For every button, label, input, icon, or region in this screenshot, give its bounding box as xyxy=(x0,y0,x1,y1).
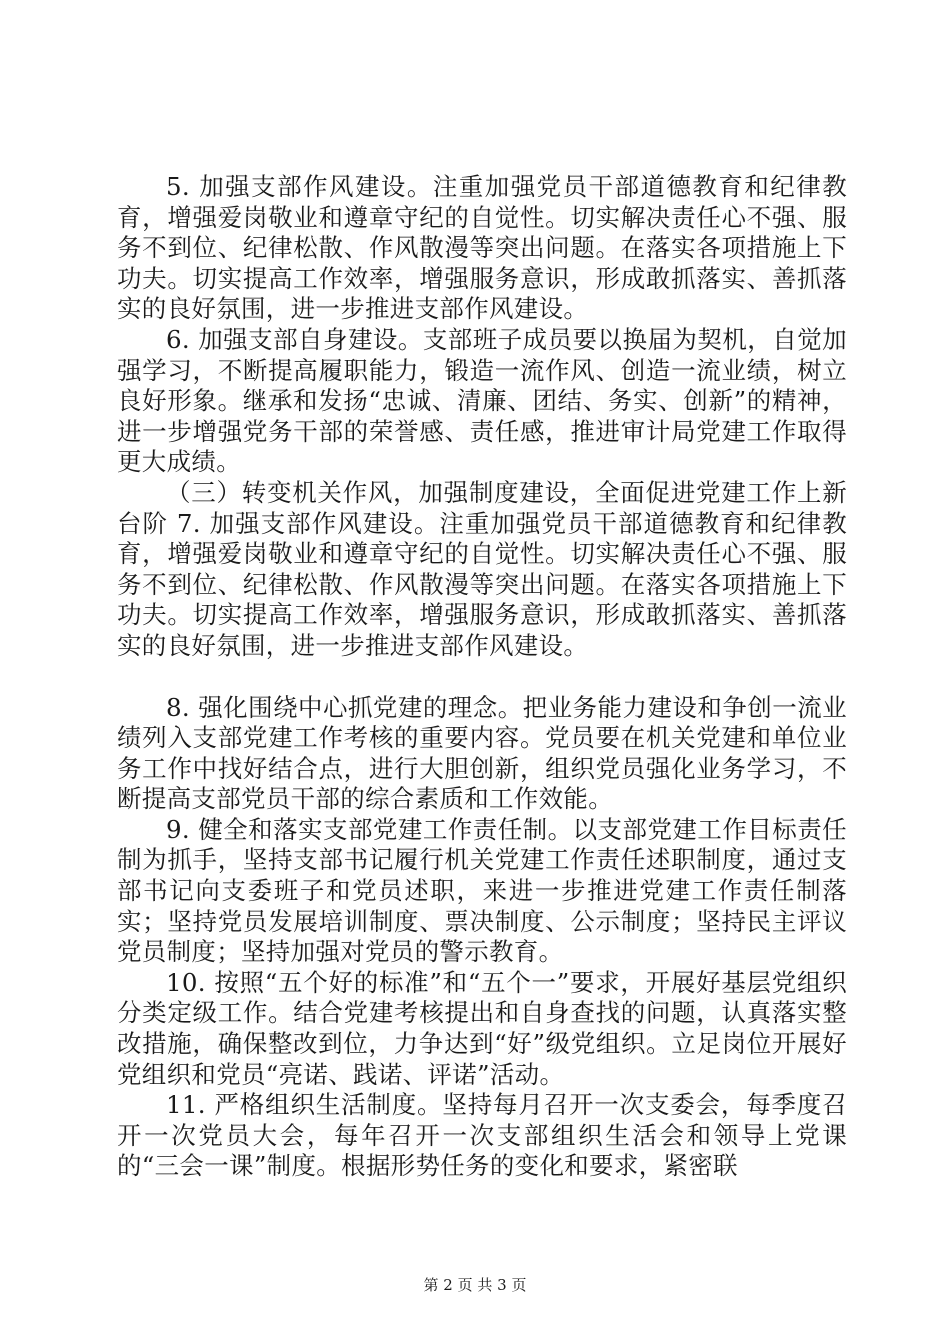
page-number-footer: 第 2 页 共 3 页 xyxy=(423,1276,527,1294)
paragraph-5: 5. 加强支部作风建设。注重加强党员干部道德教育和纪律教育，增强爱岗敬业和遵章守纪的自觉性。切实解决责任心不强、服务不到位、纪律松散、作风散漫等突出问题。在落实各项措施上下功夫。切实提高工作效率，增强服务意识，形成敢抓落实、善抓落实的良好氛围，进一步推进支部作风建设。 xyxy=(117,172,847,324)
paragraph-10: 10. 按照“五个好的标准”和“五个一”要求，开展好基层党组织分类定级工作。结合党建考核提出和自身查找的问题，认真落实整改措施，确保整改到位，力争达到“好”级党组织。立足岗位开展好党组织和党员“亮诺、践诺、评诺”活动。 xyxy=(117,967,847,1089)
paragraph-11: 11. 严格组织生活制度。坚持每月召开一次支委会，每季度召开一次党员大会，每年召开一次支部组织生活会和领导上党课的“三会一课”制度。根据形势任务的变化和要求，紧密联 xyxy=(117,1090,847,1181)
paragraph-6: 6. 加强支部自身建设。支部班子成员要以换届为契机，自觉加强学习，不断提高履职能力，锻造一流作风、创造一流业绩，树立良好形象。继承和发扬“忠诚、清廉、团结、务实、创新”的精神，进一步增强党务干部的荣誉感、责任感，推进审计局党建工作取得更大成绩。 xyxy=(117,324,847,477)
document-body xyxy=(117,172,847,1182)
paragraph-section-3-item-7: （三）转变机关作风，加强制度建设，全面促进党建工作上新台阶 7. 加强支部作风建设。注重加强党员干部道德教育和纪律教育，增强爱岗敬业和遵章守纪的自觉性。切实解决责任心不强、服务不到位、纪律松散、作风散漫等突出问题。在落实各项措施上下功夫。切实提高工作效率，增强服务意识，形成敢抓落实、善抓落实的良好氛围，进一步推进支部作风建设。 xyxy=(117,477,847,660)
paragraph-8: 8. 强化围绕中心抓党建的理念。把业务能力建设和争创一流业绩列入支部党建工作考核的重要内容。党员要在机关党建和单位业务工作中找好结合点，进行大胆创新，组织党员强化业务学习，不断提高支部党员干部的综合素质和工作效能。 xyxy=(117,692,847,814)
paragraph-spacer xyxy=(117,662,847,693)
paragraph-9: 9. 健全和落实支部党建工作责任制。以支部党建工作目标责任制为抓手，坚持支部书记履行机关党建工作责任述职制度，通过支部书记向支委班子和党员述职，来进一步推进党建工作责任制落实；坚持党员发展培训制度、票决制度、公示制度；坚持民主评议党员制度；坚持加强对党员的警示教育。 xyxy=(117,814,847,967)
